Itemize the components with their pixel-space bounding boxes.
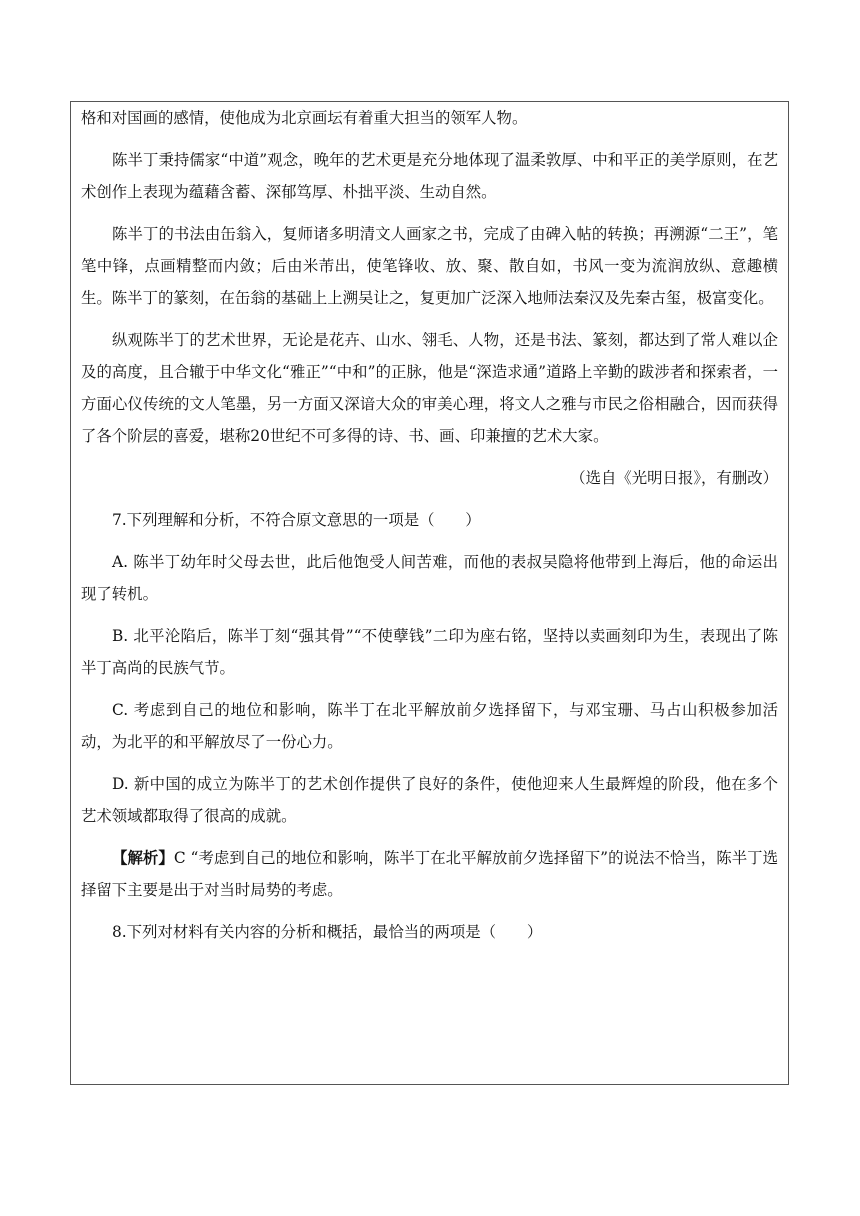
document-body <box>81 102 778 958</box>
question-7-stem: 7.下列理解和分析，不符合原文意思的一项是（ ） <box>112 511 481 529</box>
question-7-option-d: D. 新中国的成立为陈半丁的艺术创作提供了良好的条件，使他迎来人生最辉煌的阶段，他在多个艺术领域都取得了很高的成就。 <box>81 775 778 825</box>
source-citation: （选自《光明日报》，有删改） <box>570 469 778 487</box>
analysis-label: 【解析】 <box>112 849 174 867</box>
question-7-option-b: B. 北平沦陷后，陈半丁刻“强其骨”“不使孽钱”二印为座右铭，坚持以卖画刻印为生，表现出了陈半丁高尚的民族气节。 <box>81 627 778 677</box>
question-7-option-c: C. 考虑到自己的地位和影响，陈半丁在北平解放前夕选择留下，与邓宝珊、马占山积极参加活动，为北平的和平解放尽了一份心力。 <box>81 701 778 751</box>
paragraph-aesthetic: 陈半丁秉持儒家“中道”观念，晚年的艺术更是充分地体现了温柔敦厚、中和平正的美学原则，在艺术创作上表现为蕴藉含蓄、深郁笃厚、朴拙平淡、生动自然。 <box>81 151 778 201</box>
question-8-stem: 8.下列对材料有关内容的分析和概括，最恰当的两项是（ ） <box>112 923 543 941</box>
question-7-analysis <box>81 842 778 906</box>
paragraph-continuation: 格和对国画的感情，使他成为北京画坛有着重大担当的领军人物。 <box>81 109 528 127</box>
analysis-text: C “考虑到自己的地位和影响，陈半丁在北平解放前夕选择留下”的说法不恰当，陈半丁选择留下主要是出于对当时局势的考虑。 <box>81 849 778 899</box>
paragraph-summary: 纵观陈半丁的艺术世界，无论是花卉、山水、翎毛、人物，还是书法、篆刻，都达到了常人难以企及的高度，且合辙于中华文化“雅正”“中和”的正脉，他是“深造求通”道路上辛勤的跋涉者和探索者，一方面心仪传统的文人笔墨，另一方面又深谙大众的审美心理，将文人之雅与市民之俗相融合，因而获得了各个阶层的喜爱，堪称20世纪不可多得的诗、书、画、印兼擅的艺术大家。 <box>81 331 778 445</box>
question-7-option-a: A. 陈半丁幼年时父母去世，此后他饱受人间苦难，而他的表叔吴隐将他带到上海后，他的命运出现了转机。 <box>81 553 778 603</box>
content-frame <box>70 101 789 1085</box>
paragraph-calligraphy: 陈半丁的书法由缶翁入，复师诸多明清文人画家之书，完成了由碑入帖的转换；再溯源“二王”，笔笔中锋，点画精整而内敛；后由米芾出，使笔锋收、放、聚、散自如，书风一变为流润放纵、意趣横生。陈半丁的篆刻，在缶翁的基础上上溯吴让之，复更加广泛深入地师法秦汉及先秦古玺，极富变化。 <box>81 225 778 307</box>
